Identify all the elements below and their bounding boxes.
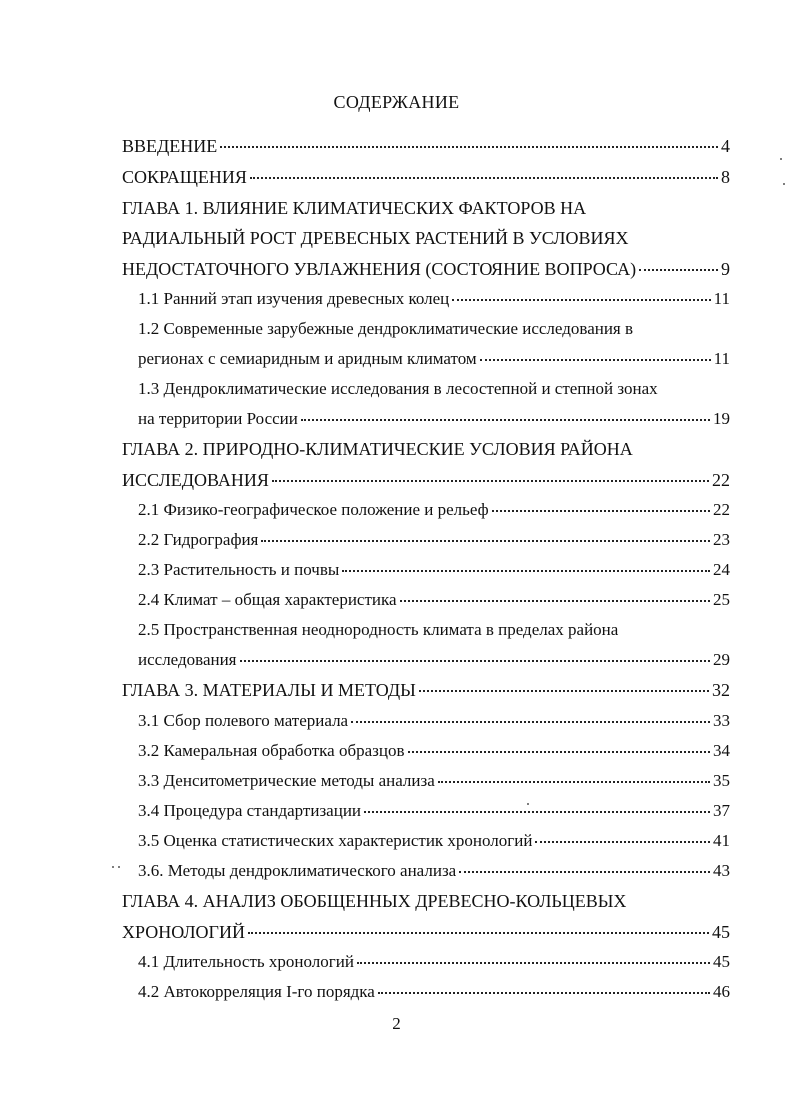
toc-entry-1-3-line-2: на территории России 19 bbox=[138, 409, 730, 428]
toc-entry-1-3-line-1: 1.3 Дендроклиматические исследования в лесостепной и степной зонах bbox=[138, 379, 658, 398]
page-number: 2 bbox=[392, 1014, 401, 1033]
toc-entry-introduction: ВВЕДЕНИЕ 4 bbox=[122, 136, 730, 156]
dot-leader bbox=[250, 176, 718, 179]
dot-leader bbox=[357, 961, 710, 964]
dot-leader bbox=[261, 539, 710, 542]
dot-leader bbox=[378, 991, 710, 994]
toc-entry-3-3: 3.3 Денситометрические методы анализа 35 bbox=[138, 771, 730, 790]
page-title: СОДЕРЖАНИЕ bbox=[333, 92, 460, 112]
toc-entry-abbreviations: СОКРАЩЕНИЯ 8 bbox=[122, 167, 730, 187]
toc-entry-chapter-1-line-3: НЕДОСТАТОЧНОГО УВЛАЖНЕНИЯ (СОСТОЯНИЕ ВОПРОСА) 9 bbox=[122, 259, 730, 279]
scan-speck bbox=[783, 183, 785, 185]
dot-leader bbox=[535, 840, 710, 843]
dot-leader bbox=[492, 509, 710, 512]
toc-entry-chapter-3: ГЛАВА 3. МАТЕРИАЛЫ И МЕТОДЫ 32 bbox=[122, 680, 730, 700]
toc-entry-4-1: 4.1 Длительность хронологий 45 bbox=[138, 952, 730, 971]
toc-entry-2-2: 2.2 Гидрография 23 bbox=[138, 530, 730, 549]
dot-leader bbox=[301, 418, 710, 421]
toc-entry-chapter-1-line-2: РАДИАЛЬНЫЙ РОСТ ДРЕВЕСНЫХ РАСТЕНИЙ В УСЛОВИЯХ bbox=[122, 228, 629, 248]
toc-entry-3-2: 3.2 Камеральная обработка образцов 34 bbox=[138, 741, 730, 760]
dot-leader bbox=[438, 780, 710, 783]
dot-leader bbox=[272, 479, 709, 482]
toc-entry-3-4: 3.4 Процедура стандартизации 37 bbox=[138, 801, 730, 820]
toc-entry-2-3: 2.3 Растительность и почвы 24 bbox=[138, 560, 730, 579]
dot-leader bbox=[452, 298, 710, 301]
toc-entry-1-2-line-2: регионах с семиаридным и аридным климатом 11 bbox=[138, 349, 730, 368]
toc-entry-1-2-line-1: 1.2 Современные зарубежные дендроклиматические исследования в bbox=[138, 319, 634, 338]
dot-leader bbox=[220, 145, 718, 148]
dot-leader bbox=[240, 659, 710, 662]
dot-leader bbox=[364, 810, 710, 813]
toc-entry-chapter-1-line-1: ГЛАВА 1. ВЛИЯНИЕ КЛИМАТИЧЕСКИХ ФАКТОРОВ НА bbox=[122, 198, 587, 218]
dot-leader bbox=[400, 599, 710, 602]
dot-leader bbox=[480, 358, 711, 361]
toc-entry-3-1: 3.1 Сбор полевого материала 33 bbox=[138, 711, 730, 730]
dot-leader bbox=[248, 931, 709, 934]
dot-leader bbox=[342, 569, 710, 572]
toc-entry-chapter-4-line-2: ХРОНОЛОГИЙ 45 bbox=[122, 922, 730, 942]
dot-leader bbox=[459, 870, 710, 873]
toc-entry-chapter-2-line-2: ИССЛЕДОВАНИЯ 22 bbox=[122, 470, 730, 490]
dot-leader bbox=[419, 689, 709, 692]
toc-entry-4-2: 4.2 Автокорреляция I-го порядка 46 bbox=[138, 982, 730, 1001]
toc-entry-3-6: 3.6. Методы дендроклиматического анализа 43 bbox=[138, 861, 730, 880]
scan-speck bbox=[118, 866, 120, 868]
dot-leader bbox=[351, 720, 710, 723]
toc-entry-1-1: 1.1 Ранний этап изучения древесных колец 11 bbox=[138, 289, 730, 308]
scan-speck bbox=[527, 803, 529, 805]
toc-entry-3-5: 3.5 Оценка статистических характеристик хронологий 41 bbox=[138, 831, 730, 850]
toc-entry-chapter-4-line-1: ГЛАВА 4. АНАЛИЗ ОБОБЩЕННЫХ ДРЕВЕСНО-КОЛЬЦЕВЫХ bbox=[122, 891, 627, 911]
toc-entry-2-1: 2.1 Физико-географическое положение и рельеф 22 bbox=[138, 500, 730, 519]
toc-entry-2-4: 2.4 Климат – общая характеристика 25 bbox=[138, 590, 730, 609]
toc-entry-2-5-line-1: 2.5 Пространственная неоднородность климата в пределах района bbox=[138, 620, 619, 639]
toc-entry-chapter-2-line-1: ГЛАВА 2. ПРИРОДНО-КЛИМАТИЧЕСКИЕ УСЛОВИЯ РАЙОНА bbox=[122, 439, 633, 459]
scan-speck bbox=[780, 158, 782, 160]
dot-leader bbox=[639, 268, 718, 271]
scan-speck bbox=[112, 866, 114, 868]
dot-leader bbox=[408, 750, 711, 753]
toc-entry-2-5-line-2: исследования 29 bbox=[138, 650, 730, 669]
